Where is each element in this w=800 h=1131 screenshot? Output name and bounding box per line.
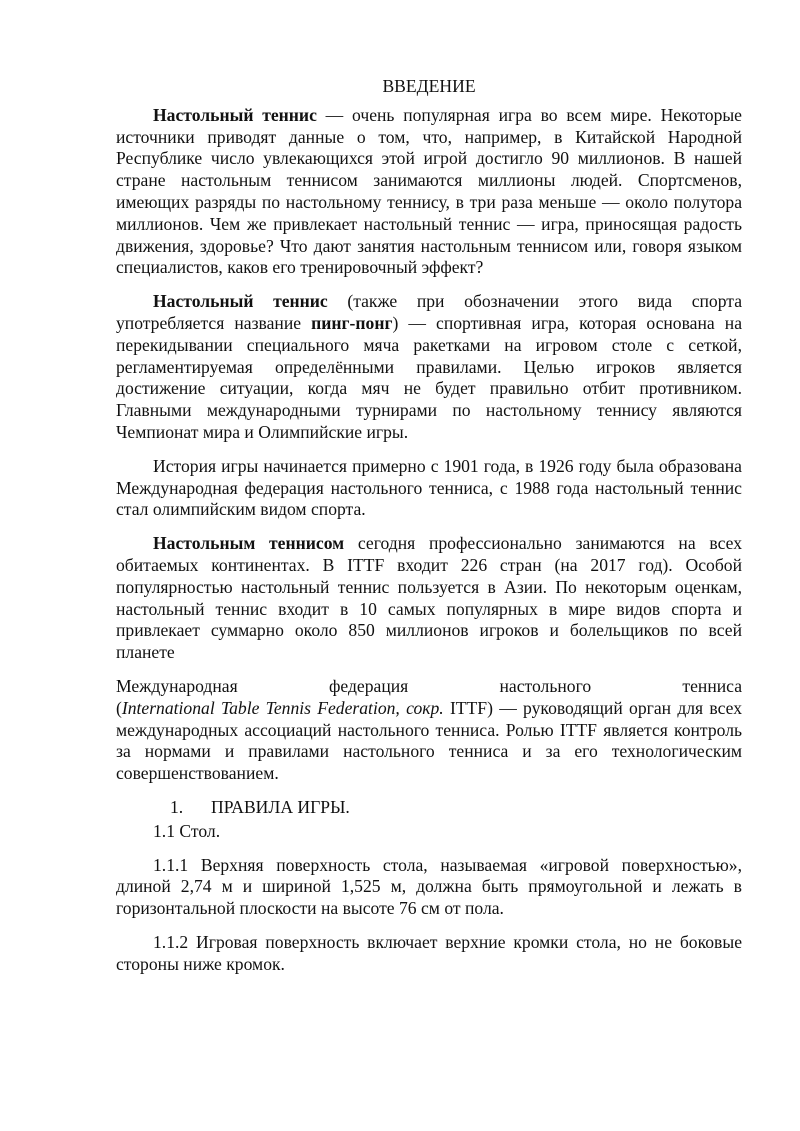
paragraph-text: (также при обозначении этого вида спорта употребляется название <box>116 291 742 333</box>
subsection-heading: 1.1 Стол. <box>153 820 221 841</box>
bold-term-ping-pong: пинг-понг <box>311 312 393 333</box>
section-title: ПРАВИЛА ИГРЫ. <box>211 796 350 817</box>
paragraph-text: История игры начинается примерно с 1901 года, в 1926 году была образована Международная федерация настольного тенниса, с 1988 года настольный теннис стал олимпийским видом спорта. <box>116 455 742 520</box>
section-number: 1. <box>170 796 184 817</box>
intro-paragraph-5 <box>116 676 742 785</box>
document-page <box>116 76 742 987</box>
intro-paragraph-1 <box>116 105 742 279</box>
intro-paragraph-4 <box>116 533 742 664</box>
paragraph-text: сегодня профессионально занимаются на всех обитаемых континентах. В ITTF входит 226 стран (на 2017 год). Особой популярностью настольный теннис пользуется в Азии. По некоторым оценкам, настольный теннис входит в 10 самых популярных в мире видов спорта и привлекает суммарно около 850 миллионов игроков и болельщиков по всей планете <box>116 533 742 663</box>
italic-english-name: International Table Tennis Federation, сокр. <box>121 697 444 718</box>
paren-open: ( <box>116 697 122 718</box>
bold-term: Настольным теннисом <box>153 533 345 554</box>
intro-paragraph-3 <box>116 456 742 521</box>
paragraph-text: ) — спортивная игра, которая основана на перекидывании специального мяча ракетками на игровом столе с сеткой, регламентируемая определёнными правилами. Целью игроков является достижение ситуации, когда мяч не будет правильно отбит противником. Главными международными турнирами по настольному теннису являются Чемпионат мира и Олимпийские игры. <box>116 312 743 442</box>
rule-paragraph: 1.1.1 Верхняя поверхность стола, называемая «игровой поверхностью», длиной 2,74 м и шириной 1,525 м, должна быть прямоугольной и лежать в горизонтальной плоскости на высоте 76 см от пола. <box>116 854 742 919</box>
intro-paragraph-2 <box>116 291 742 444</box>
section-heading <box>116 797 742 819</box>
bold-term: Настольный теннис <box>153 104 317 125</box>
paragraph-text: — очень популярная игра во всем мире. Некоторые источники приводят данные о том, что, например, в Китайской Народной Республике число увлекающихся этой игрой достигло 90 миллионов. В нашей стране настольным теннисом занимаются миллионы людей. Спортсменов, имеющих разряды по настольному теннису, в три раза меньше — около полутора миллионов. Чем же привлекает настольный теннис — игра, приносящая радость движения, здоровье? Что дают занятия настольным теннисом или, говоря языком специалистов, каков его тренировочный эффект? <box>116 104 742 278</box>
bold-term: Настольный теннис <box>153 291 328 312</box>
rule-paragraph: 1.1.2 Игровая поверхность включает верхние кромки стола, но не боковые стороны ниже кромок. <box>116 931 742 974</box>
document-title: ВВЕДЕНИЕ <box>382 76 476 96</box>
paragraph-text: ITTF) — руководящий орган для всех международных ассоциаций настольного тенниса. Ролью ITTF является контроль за нормами и правилами настольного тенниса и за его технологическим совершенствованием. <box>116 697 742 784</box>
ittf-name-line: Международная федерация настольного тенниса <box>116 675 742 696</box>
